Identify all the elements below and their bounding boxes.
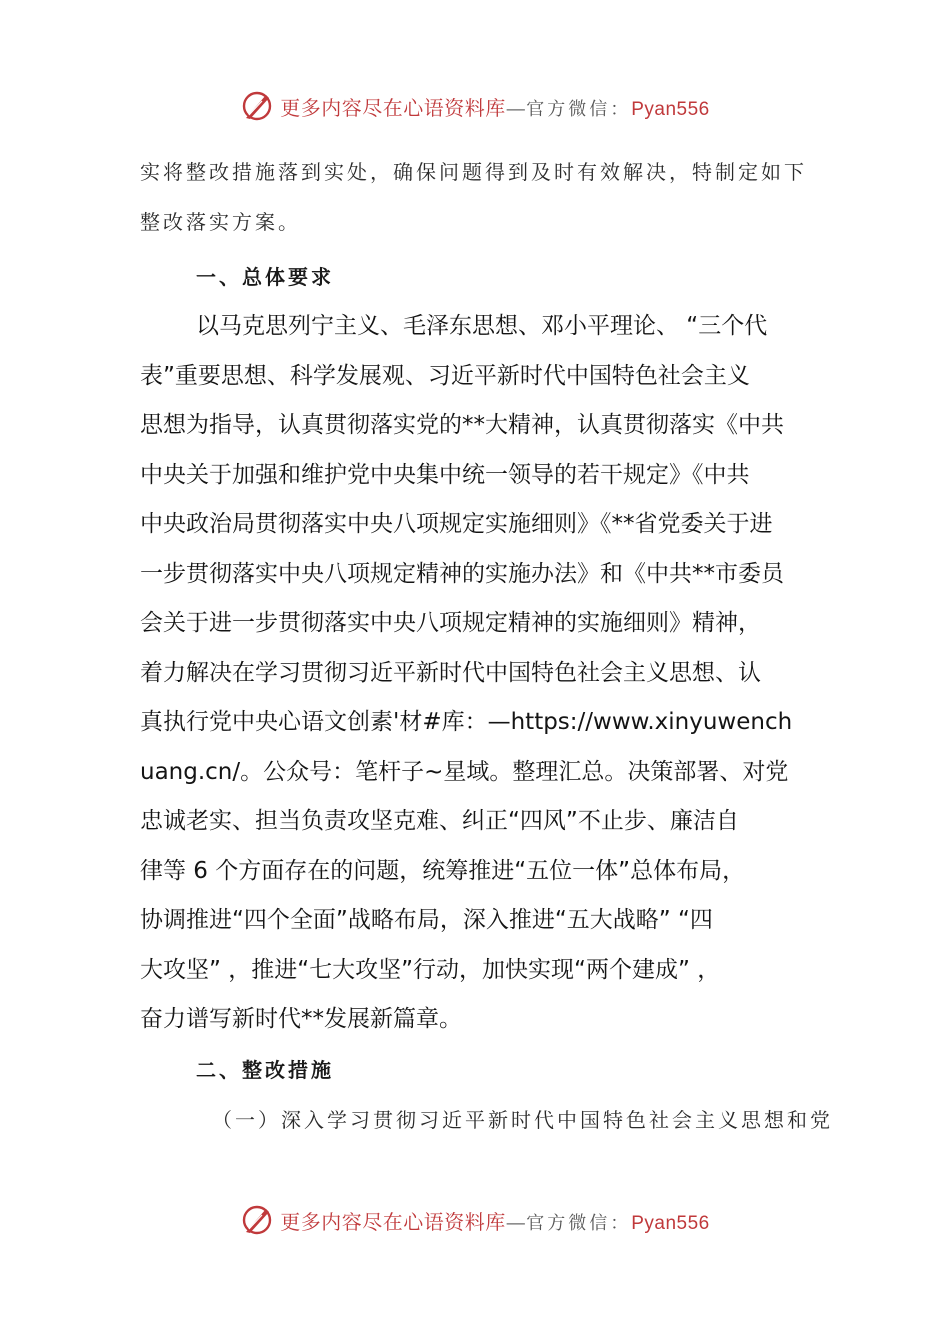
sub-item-line: （一）深入学习贯彻习近平新时代中国特色社会主义思想和党: [212, 1108, 833, 1132]
sub-item-paragraph: [140, 1095, 833, 1145]
body-paragraph: [140, 302, 820, 1045]
paragraph-line: 会关于进一步贯彻落实中央八项规定精神的实施细则》精神，: [140, 610, 761, 636]
paragraph-line: 大攻坚” ，推进“七大攻坚”行动，加快实现“两个建成” ，: [140, 956, 721, 983]
intro-paragraph: [140, 147, 820, 247]
intro-line: 实将整改措施落到实处，确保问题得到及时有效解决，特制定如下: [140, 160, 807, 184]
section-heading-general-requirements: [140, 253, 820, 301]
watermark-wechat-id: Pyan556: [631, 98, 710, 120]
header-watermark: [0, 86, 950, 126]
watermark-separator: —: [505, 95, 527, 120]
watermark-brand: 更多内容尽在心语资料库: [280, 95, 506, 120]
paragraph-line: 律等 6 个方面存在的问题，统筹推进“五位一体”总体布局，: [140, 857, 746, 884]
paragraph-line: 表”重要思想、科学发展观、习近平新时代中国特色社会主义: [140, 362, 750, 389]
section-heading: 二、整改措施: [196, 1058, 334, 1082]
watermark-separator: —: [505, 1209, 527, 1234]
paragraph-line: 中央关于加强和维护党中央集中统一领导的若干规定》《中共: [140, 461, 750, 488]
watermark-text: [280, 92, 710, 121]
paragraph-line: 思想为指导，认真贯彻落实党的**大精神，认真贯彻落实《中共: [140, 412, 784, 438]
paragraph-line: 一步贯彻落实中央八项规定精神的实施办法》和《中共**市委员: [140, 560, 784, 587]
section-heading: 一、总体要求: [196, 265, 334, 289]
paragraph-line: 忠诚老实、担当负责攻坚克难、纠正“四风”不止步、廉洁自: [140, 808, 739, 834]
intro-line: 整改落实方案。: [140, 210, 301, 234]
paragraph-line: 中央政治局贯彻落实中央八项规定实施细则》《**省党委关于进: [140, 511, 773, 537]
paragraph-line: 以马克思列宁主义、毛泽东思想、邓小平理论、 “三个代: [196, 313, 768, 339]
paragraph-line: 着力解决在学习贯彻习近平新时代中国特色社会主义思想、认: [140, 659, 761, 686]
watermark-wechat-id: Pyan556: [631, 1212, 710, 1234]
section-heading-rectification-measures: [140, 1046, 820, 1094]
quill-pen-logo-icon: [240, 89, 274, 123]
paragraph-line: 协调推进“四个全面”战略布局，深入推进“五大战略” “四: [140, 907, 713, 933]
watermark-brand: 更多内容尽在心语资料库: [280, 1209, 506, 1234]
footer-watermark: [0, 1200, 950, 1240]
paragraph-line: 真执行党中央心语文创素'材#库：—https://www.xinyuwench: [140, 709, 793, 735]
paragraph-line: 奋力谱写新时代**发展新篇章。: [140, 1006, 462, 1032]
watermark-label: 官方微信：: [526, 98, 632, 120]
quill-pen-logo-icon: [240, 1203, 274, 1237]
watermark-text: [280, 1206, 710, 1235]
paragraph-line: uang.cn/。公众号：笔杆子~星域。整理汇总。决策部署、对党: [140, 758, 789, 785]
watermark-label: 官方微信：: [526, 1212, 632, 1234]
